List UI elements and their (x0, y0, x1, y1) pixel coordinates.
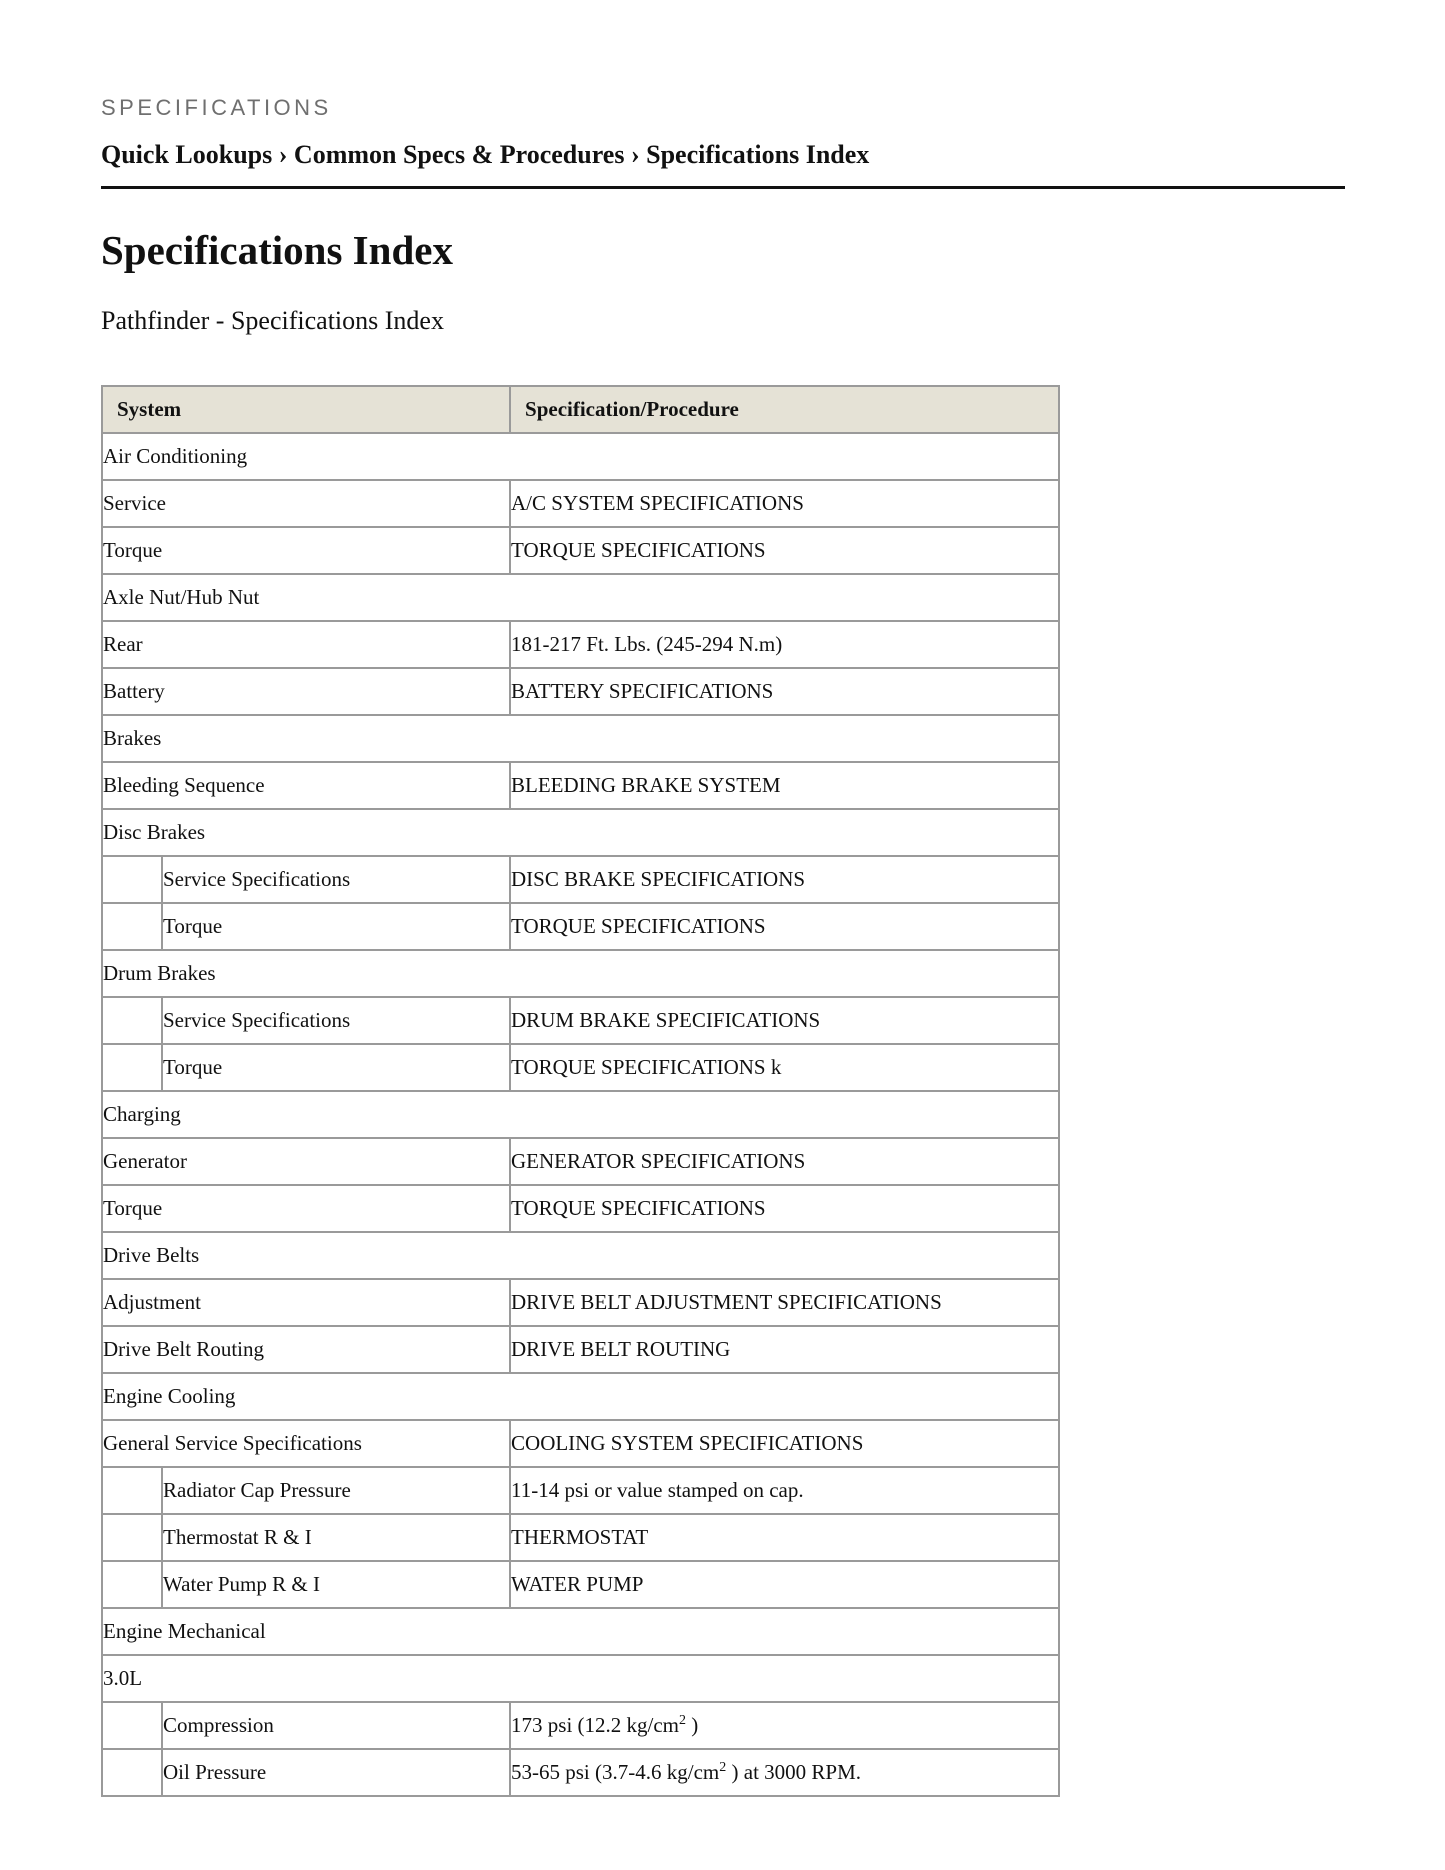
specification-cell[interactable] (510, 1185, 1059, 1232)
section-label: SPECIFICATIONS (101, 95, 332, 120)
specification-link[interactable]: TORQUE SPECIFICATIONS k (511, 1055, 782, 1079)
table-row (102, 1279, 1059, 1326)
table-row (102, 950, 1059, 997)
system-cell: General Service Specifications (102, 1420, 510, 1467)
table-row (102, 1608, 1059, 1655)
indent-gutter-cell (102, 1514, 162, 1561)
page-subtitle: Pathfinder - Specifications Index (101, 306, 444, 335)
system-cell: Rear (102, 621, 510, 668)
specification-link[interactable]: BLEEDING BRAKE SYSTEM (511, 773, 781, 797)
superscript: 2 (679, 1713, 687, 1728)
specification-link[interactable]: THERMOSTAT (511, 1525, 649, 1549)
system-cell: Torque (162, 903, 510, 950)
specification-cell[interactable] (510, 527, 1059, 574)
system-cell: Compression (162, 1702, 510, 1749)
specification-cell[interactable] (510, 1279, 1059, 1326)
table-row (102, 527, 1059, 574)
indent-gutter-cell (102, 1467, 162, 1514)
specification-cell[interactable] (510, 856, 1059, 903)
indent-gutter-cell (102, 1702, 162, 1749)
breadcrumb-separator: › (624, 140, 647, 169)
system-cell: Service Specifications (162, 856, 510, 903)
breadcrumb-item-common-specs[interactable]: Common Specs & Procedures (293, 140, 625, 169)
system-cell: Torque (102, 1185, 510, 1232)
breadcrumb (101, 138, 1345, 172)
table-row (102, 1749, 1059, 1796)
table-row (102, 574, 1059, 621)
table-row (102, 1091, 1059, 1138)
table-row (102, 1514, 1059, 1561)
specification-link[interactable]: DRIVE BELT ROUTING (511, 1337, 731, 1361)
system-cell: Service (102, 480, 510, 527)
breadcrumb-item-specifications-index: Specifications Index (646, 140, 870, 169)
specification-link[interactable]: A/C SYSTEM SPECIFICATIONS (511, 491, 804, 515)
system-cell: Air Conditioning (102, 433, 1059, 480)
table-row (102, 715, 1059, 762)
specification-cell[interactable] (510, 480, 1059, 527)
specification-cell[interactable] (510, 1420, 1059, 1467)
table-row (102, 1232, 1059, 1279)
specification-link[interactable]: 53-65 psi (3.7-4.6 kg/cm (511, 1760, 720, 1784)
page-title: Specifications Index (101, 227, 453, 273)
superscript: 2 (719, 1760, 727, 1775)
system-cell: Disc Brakes (102, 809, 1059, 856)
table-row (102, 1561, 1059, 1608)
specification-cell[interactable] (510, 903, 1059, 950)
table-row (102, 1467, 1059, 1514)
system-cell: Drive Belts (102, 1232, 1059, 1279)
system-cell: Engine Mechanical (102, 1608, 1059, 1655)
table-row (102, 762, 1059, 809)
system-cell: Charging (102, 1091, 1059, 1138)
indent-gutter-cell (102, 1044, 162, 1091)
table-row (102, 668, 1059, 715)
specification-link[interactable]: DRIVE BELT ADJUSTMENT SPECIFICATIONS (511, 1290, 942, 1314)
specification-cell[interactable] (510, 1514, 1059, 1561)
specification-link[interactable]: 11-14 psi or value stamped on cap. (511, 1478, 804, 1502)
specification-link[interactable]: DISC BRAKE SPECIFICATIONS (511, 867, 806, 891)
system-cell: Radiator Cap Pressure (162, 1467, 510, 1514)
specification-cell[interactable] (510, 668, 1059, 715)
system-cell: Torque (162, 1044, 510, 1091)
specification-link[interactable]: COOLING SYSTEM SPECIFICATIONS (511, 1431, 864, 1455)
indent-gutter-cell (102, 1749, 162, 1796)
system-cell: Thermostat R & I (162, 1514, 510, 1561)
table-row (102, 997, 1059, 1044)
column-header-specification: Specification/Procedure (510, 386, 1059, 433)
indent-gutter-cell (102, 856, 162, 903)
specification-link[interactable]: 181-217 Ft. Lbs. (245-294 N.m) (511, 632, 783, 656)
system-cell: Battery (102, 668, 510, 715)
specifications-table (101, 385, 1060, 1797)
table-row (102, 1185, 1059, 1232)
table-row (102, 1420, 1059, 1467)
specification-cell[interactable] (510, 762, 1059, 809)
system-cell: Bleeding Sequence (102, 762, 510, 809)
system-cell: Drive Belt Routing (102, 1326, 510, 1373)
system-cell: Adjustment (102, 1279, 510, 1326)
table-row (102, 1373, 1059, 1420)
table-body (102, 433, 1059, 1796)
indent-gutter-cell (102, 1561, 162, 1608)
specification-cell[interactable] (510, 997, 1059, 1044)
specification-cell[interactable] (510, 1138, 1059, 1185)
specification-link[interactable]: BATTERY SPECIFICATIONS (511, 679, 774, 703)
indent-gutter-cell (102, 903, 162, 950)
specification-link[interactable]: TORQUE SPECIFICATIONS (511, 1196, 766, 1220)
specification-link[interactable]: TORQUE SPECIFICATIONS (511, 914, 766, 938)
system-cell: Drum Brakes (102, 950, 1059, 997)
table-row (102, 1326, 1059, 1373)
specification-link[interactable]: DRUM BRAKE SPECIFICATIONS (511, 1008, 821, 1032)
table-header-row (102, 386, 1059, 433)
system-cell: Engine Cooling (102, 1373, 1059, 1420)
specification-cell[interactable] (510, 1326, 1059, 1373)
header-divider (101, 186, 1345, 189)
table-row (102, 809, 1059, 856)
specification-suffix: ) at 3000 RPM. (726, 1760, 862, 1784)
specification-suffix: ) (686, 1713, 699, 1737)
table-row (102, 856, 1059, 903)
specification-link[interactable]: TORQUE SPECIFICATIONS (511, 538, 766, 562)
system-cell: Service Specifications (162, 997, 510, 1044)
breadcrumb-item-quick-lookups[interactable]: Quick Lookups (101, 140, 273, 169)
specification-link[interactable]: GENERATOR SPECIFICATIONS (511, 1149, 806, 1173)
system-cell: Water Pump R & I (162, 1561, 510, 1608)
table-row (102, 480, 1059, 527)
system-cell: Torque (102, 527, 510, 574)
table-row (102, 433, 1059, 480)
specification-cell[interactable] (510, 1467, 1059, 1514)
table-row (102, 1138, 1059, 1185)
table-row (102, 903, 1059, 950)
indent-gutter-cell (102, 997, 162, 1044)
table-row (102, 1044, 1059, 1091)
system-cell: Generator (102, 1138, 510, 1185)
table-row (102, 1655, 1059, 1702)
system-cell: Axle Nut/Hub Nut (102, 574, 1059, 621)
column-header-system: System (102, 386, 510, 433)
specification-cell[interactable] (510, 1702, 1059, 1749)
system-cell: Brakes (102, 715, 1059, 762)
specification-cell[interactable] (510, 1044, 1059, 1091)
specification-link[interactable]: WATER PUMP (511, 1572, 644, 1596)
specification-cell[interactable] (510, 1749, 1059, 1796)
system-cell: Oil Pressure (162, 1749, 510, 1796)
table-row (102, 1702, 1059, 1749)
specification-cell[interactable] (510, 1561, 1059, 1608)
specification-link[interactable]: 173 psi (12.2 kg/cm (511, 1713, 680, 1737)
system-cell: 3.0L (102, 1655, 1059, 1702)
table-row (102, 621, 1059, 668)
specification-cell[interactable] (510, 621, 1059, 668)
breadcrumb-separator: › (272, 140, 294, 169)
